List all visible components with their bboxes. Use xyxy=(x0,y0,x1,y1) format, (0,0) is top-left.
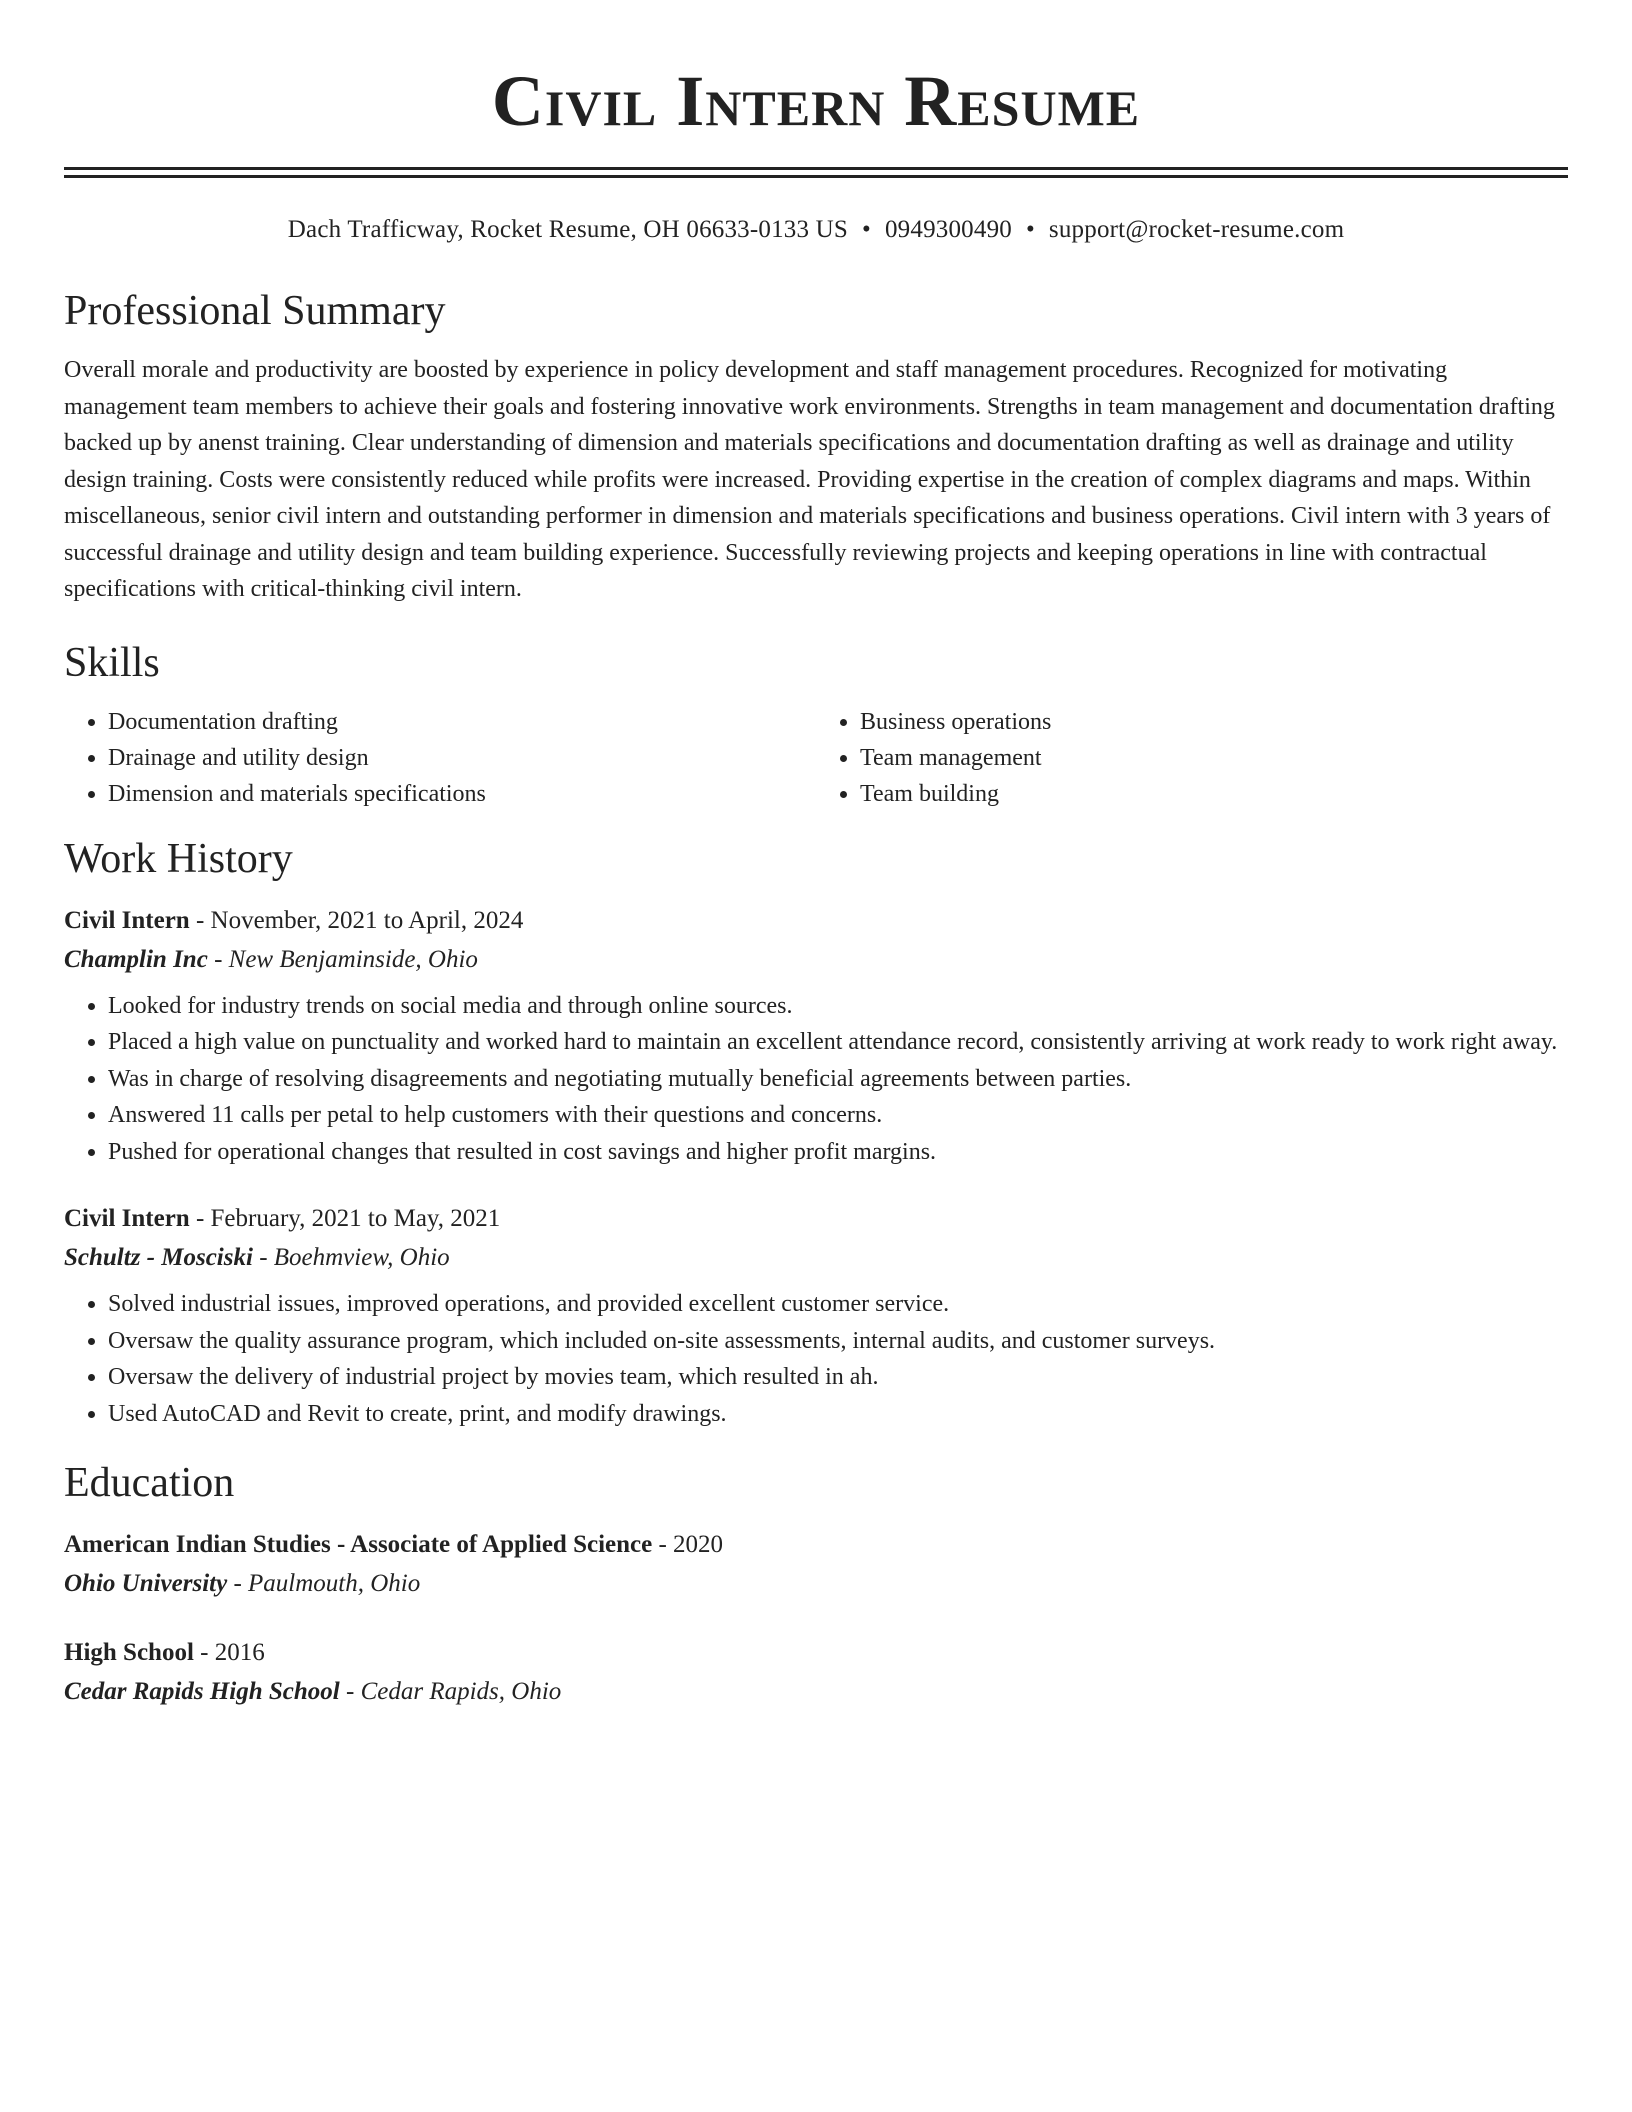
job-title: Civil Intern xyxy=(64,1205,190,1232)
title-double-rule xyxy=(64,167,1568,178)
contact-line xyxy=(64,214,1568,246)
job-bullet: • Placed a high value on punctuality and worked hard to maintain an excellent attendance record, consistently arriving at work ready to work right away. xyxy=(108,1024,1568,1061)
job-location: - Boehmview, Ohio xyxy=(252,1244,450,1271)
skill-item: • Dimension and materials specifications xyxy=(108,776,816,812)
bullet-separator: • xyxy=(862,216,871,243)
section-heading-education: Education xyxy=(64,1460,235,1506)
section-heading-skills: Skills xyxy=(64,639,160,686)
job-entry xyxy=(64,902,1568,1171)
job-title: Civil Intern xyxy=(64,906,190,934)
education-degree: High School xyxy=(64,1639,194,1666)
skills-column-left xyxy=(64,704,816,812)
job-dates: - February, 2021 to May, 2021 xyxy=(189,1205,501,1232)
skills-list xyxy=(64,704,1568,812)
section-heading-summary: Professional Summary xyxy=(64,288,446,334)
section-heading-work-history: Work History xyxy=(64,835,293,882)
education-school-line xyxy=(64,1672,1568,1712)
job-bullets xyxy=(64,988,1568,1171)
skill-item: • Documentation drafting xyxy=(108,704,816,740)
divider-top xyxy=(64,167,1568,170)
resume-title: Civil Intern Resume xyxy=(491,61,1141,141)
job-company: Schultz - Mosciski xyxy=(64,1244,253,1271)
job-header xyxy=(64,902,1568,940)
job-bullet: • Solved industrial issues, improved operations, and provided excellent customer service. xyxy=(108,1286,1568,1323)
skills-column-right xyxy=(816,704,1568,812)
contact-email: support@rocket-resume.com xyxy=(1048,216,1345,243)
contact-address: Dach Trafficway, Rocket Resume, OH 06633-0133 US xyxy=(287,216,849,243)
education-school: Cedar Rapids High School xyxy=(64,1678,340,1705)
education-location: - Paulmouth, Ohio xyxy=(227,1570,421,1597)
job-company: Champlin Inc xyxy=(64,945,208,973)
education-degree: American Indian Studies - Associate of Applied Science xyxy=(64,1531,653,1558)
job-bullet: • Looked for industry trends on social media and through online sources. xyxy=(108,988,1568,1025)
job-bullet: • Was in charge of resolving disagreements and negotiating mutually beneficial agreements between parties. xyxy=(108,1061,1568,1098)
job-entry xyxy=(64,1200,1568,1432)
skill-item: • Drainage and utility design xyxy=(108,740,816,776)
job-bullet: • Pushed for operational changes that resulted in cost savings and higher profit margins. xyxy=(108,1134,1568,1171)
job-bullet: • Oversaw the delivery of industrial project by movies team, which resulted in ah. xyxy=(108,1359,1568,1396)
education-header xyxy=(64,1634,1568,1672)
job-employer xyxy=(64,940,1568,980)
education-location: - Cedar Rapids, Ohio xyxy=(339,1678,562,1705)
skill-item: • Team building xyxy=(860,776,1568,812)
job-employer xyxy=(64,1238,1568,1278)
education-school: Ohio University xyxy=(64,1570,228,1597)
contact-phone: 0949300490 xyxy=(884,216,1012,243)
education-year: - 2020 xyxy=(652,1531,724,1558)
job-header xyxy=(64,1200,1568,1238)
education-year: - 2016 xyxy=(193,1639,265,1666)
job-bullet: • Used AutoCAD and Revit to create, print, and modify drawings. xyxy=(108,1396,1568,1433)
summary-paragraph: Overall morale and productivity are boosted by experience in policy development and staff management procedures. Recognized for motivating management team members to achieve their goals and fostering innovative work environments. Strengths in team management and documentation drafting backed up by anenst training. Clear understanding of dimension and materials specifications and documentation drafting as well as drainage and utility design training. Costs were consistently reduced while profits were increased. Providing expertise in the creation of complex diagrams and maps. Within miscellaneous, senior civil intern and outstanding performer in dimension and materials specifications and business operations. Civil intern with 3 years of successful drainage and utility design and team building experience. Successfully reviewing projects and keeping operations in line with contractual specifications with critical-thinking civil intern. xyxy=(64,357,1555,602)
education-header xyxy=(64,1526,1568,1564)
job-location: - New Benjaminside, Ohio xyxy=(207,945,478,973)
job-bullet: • Oversaw the quality assurance program, which included on-site assessments, internal audits, and customer surveys. xyxy=(108,1323,1568,1360)
bullet-separator: • xyxy=(1025,216,1035,243)
education-entry xyxy=(64,1526,1568,1604)
job-dates: - November, 2021 to April, 2024 xyxy=(189,906,524,934)
education-entry xyxy=(64,1634,1568,1712)
skill-item: • Business operations xyxy=(860,704,1568,740)
education-school-line xyxy=(64,1564,1568,1604)
divider-bottom xyxy=(64,175,1568,178)
job-bullets xyxy=(64,1286,1568,1432)
job-bullet: • Answered 11 calls per petal to help customers with their questions and concerns. xyxy=(108,1097,1568,1134)
skill-item: • Team management xyxy=(860,740,1568,776)
